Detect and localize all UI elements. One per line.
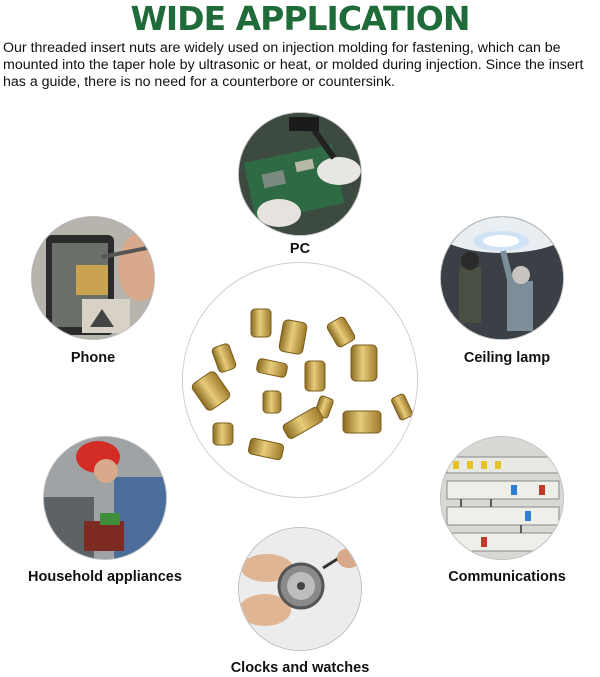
household-appliances-circle-image	[43, 436, 167, 560]
page-title: WIDE APPLICATION	[130, 0, 470, 38]
watch-repair-image	[239, 528, 362, 651]
clocks-watches-label: Clocks and watches	[230, 660, 370, 676]
circuit-board-soldering-image	[239, 113, 362, 236]
phone-circle-image	[31, 216, 155, 340]
brass-inserts-circle-image	[182, 262, 418, 498]
ceiling-lamp-label: Ceiling lamp	[463, 350, 551, 366]
pc-circle-image	[238, 112, 362, 236]
description-text: Our threaded insert nuts are widely used on injection molding for fastening, which can be mounted into the taper hole by ultrasonic or heat, or molded during injection. Since the insert has a guide, there is no need for a counterbore or countersink.	[3, 40, 584, 90]
ceiling-lamp-circle-image	[440, 216, 564, 340]
communications-circle-image	[440, 436, 564, 560]
pc-label: PC	[289, 241, 311, 257]
phone-label: Phone	[70, 350, 116, 366]
brass-insert-nuts-image	[183, 263, 418, 498]
phone-repair-image	[32, 217, 155, 340]
ceiling-lamp-installation-image	[441, 217, 564, 340]
electrical-panel-image	[441, 437, 564, 560]
clocks-watches-circle-image	[238, 527, 362, 651]
technician-repair-image	[44, 437, 167, 560]
communications-label: Communications	[448, 569, 566, 585]
household-appliances-label: Household appliances	[28, 569, 182, 585]
